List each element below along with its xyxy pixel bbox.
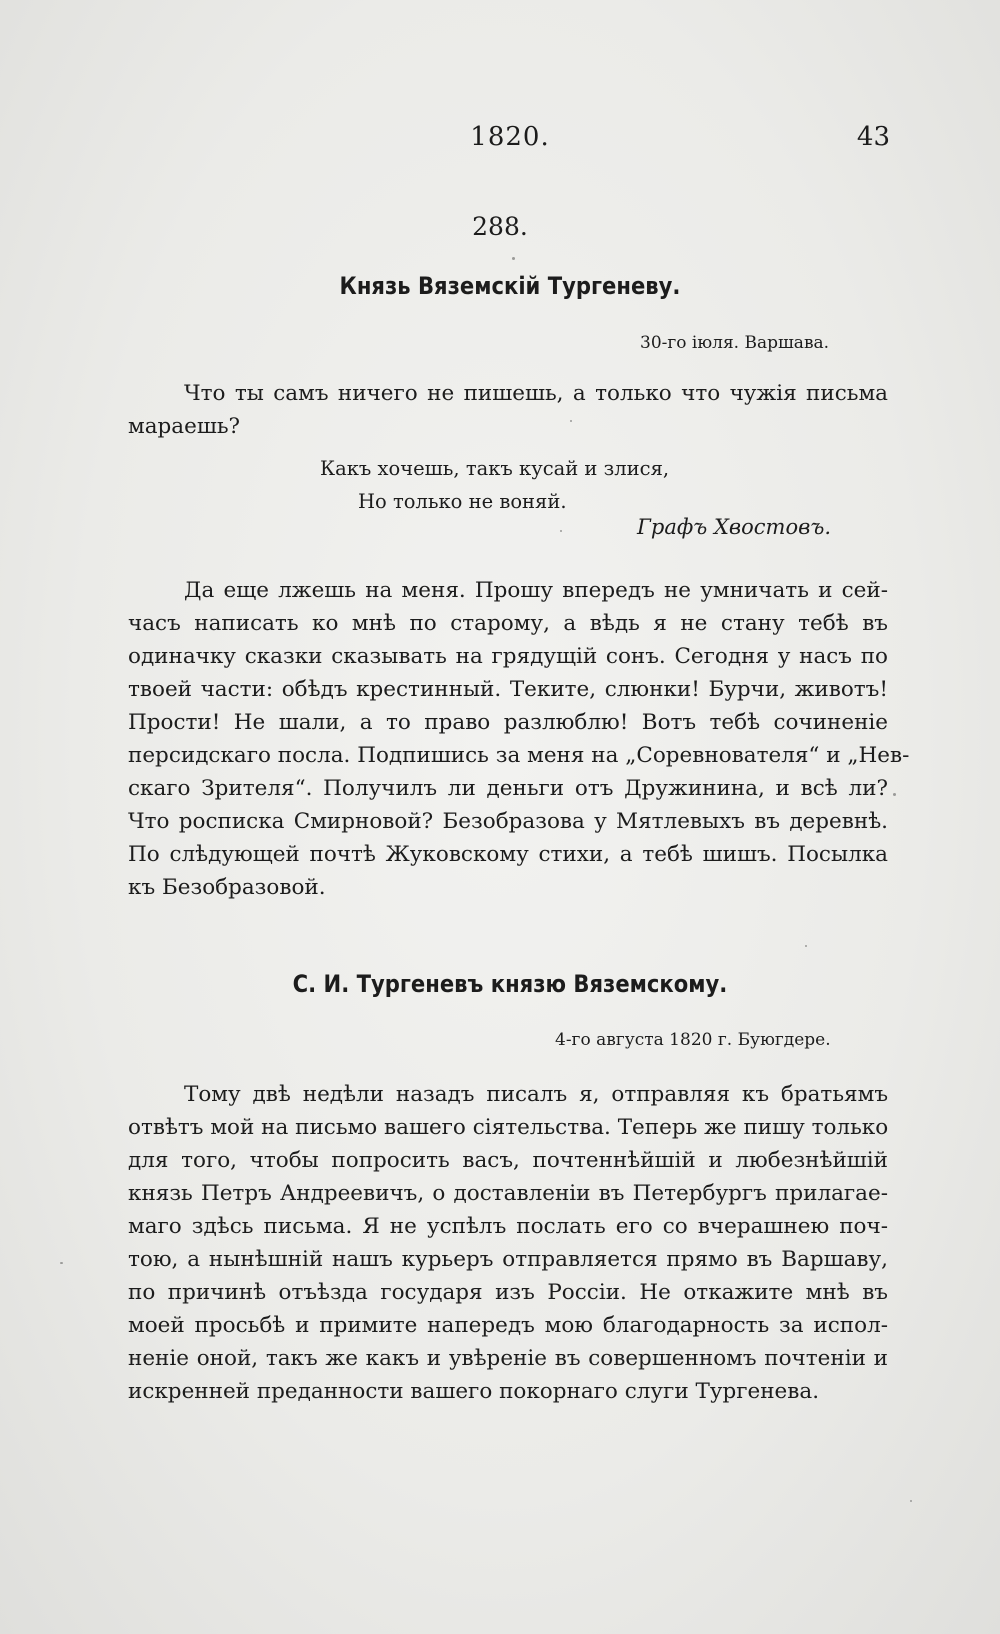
text-line: твоей части: обѣдъ крестинный. Теките, слюнки! Бурчи, животъ!	[128, 677, 888, 702]
running-head-year: 1820.	[470, 122, 550, 152]
text-line: скаго Зрителя“. Получилъ ли деньги отъ Дружинина, и всѣ ли?	[128, 776, 888, 801]
paper-speck	[805, 945, 807, 947]
text-line: моей просьбѣ и примите напередъ мою благодарность за испол-	[128, 1313, 888, 1338]
paper-speck	[893, 793, 896, 796]
opening-paragraph	[128, 377, 888, 443]
verse-quotation	[320, 452, 669, 518]
letter-heading-turgenev: С. И. Тургеневъ князю Вяземскому.	[292, 970, 728, 998]
text-line: Прости! Не шали, а то право разлюблю! Вотъ тебѣ сочиненіе	[128, 710, 888, 735]
verse-attribution: Графъ Хвостовъ.	[637, 515, 832, 539]
verse-line: Какъ хочешь, такъ кусай и злися,	[320, 457, 670, 480]
letter-dateline-warsaw: 30-го іюля. Варшава.	[640, 333, 830, 353]
text-line: искренней преданности вашего покорнаго слуги Тургенева.	[128, 1379, 820, 1404]
text-line: По слѣдующей почтѣ Жуковскому стихи, а тебѣ шишъ. Посылка	[128, 842, 888, 867]
paper-speck	[570, 420, 572, 422]
text-line: Тому двѣ недѣли назадъ писалъ я, отправляя къ братьямъ	[184, 1082, 888, 1107]
text-line: для того, чтобы попросить васъ, почтеннѣйшій и любезнѣйшій	[128, 1148, 888, 1173]
text-line: часъ написать ко мнѣ по старому, а вѣдь я не стану тебѣ въ	[128, 611, 888, 636]
text-line: князь Петръ Андреевичъ, о доставленіи въ Петербургъ прилагае-	[128, 1181, 888, 1206]
text-line: неніе оной, такъ же какъ и увѣреніе въ совершенномъ почтеніи и	[128, 1346, 888, 1371]
text-line: къ Безобразовой.	[128, 875, 326, 900]
paper-speck	[910, 1500, 912, 1502]
text-line: мараешь?	[128, 414, 241, 439]
text-line: маго здѣсь письма. Я не успѣлъ послать его со вчерашнею поч-	[128, 1214, 888, 1239]
text-line: Что росписка Смирновой? Безобразова у Мятлевыхъ въ деревнѣ.	[128, 809, 888, 834]
paper-speck	[512, 257, 515, 260]
text-line: персидскаго посла. Подпишись за меня на „Соревнователя“ и „Нев-	[128, 743, 910, 768]
text-line: Что ты самъ ничего не пишешь, а только что чужія письма	[184, 381, 888, 406]
page-number: 43	[856, 122, 890, 152]
letter-number: 288.	[472, 212, 528, 241]
paper-speck	[60, 1262, 63, 1264]
letter-heading-vyazemsky: Князь Вяземскій Тургеневу.	[339, 272, 681, 300]
verse-line: Но только не воняй.	[358, 490, 567, 513]
text-line: по причинѣ отъѣзда государя изъ Россіи. Не откажите мнѣ въ	[128, 1280, 888, 1305]
letter-dateline-buyukdere: 4-го августа 1820 г. Буюгдере.	[555, 1030, 831, 1050]
text-line: тою, а нынѣшній нашъ курьеръ отправляется прямо въ Варшаву,	[128, 1247, 888, 1272]
text-line: одиначку сказки сказывать на грядущій сонъ. Сегодня у насъ по	[128, 644, 888, 669]
text-line: отвѣтъ мой на письмо вашего сіятельства. Теперь же пишу только	[128, 1115, 889, 1140]
text-line: Да еще лжешь на меня. Прошу впередъ не умничать и сей-	[184, 578, 888, 603]
letter-body-turgenev	[128, 1078, 888, 1408]
letter-body-vyazemsky	[128, 574, 910, 904]
paper-speck	[560, 530, 562, 532]
